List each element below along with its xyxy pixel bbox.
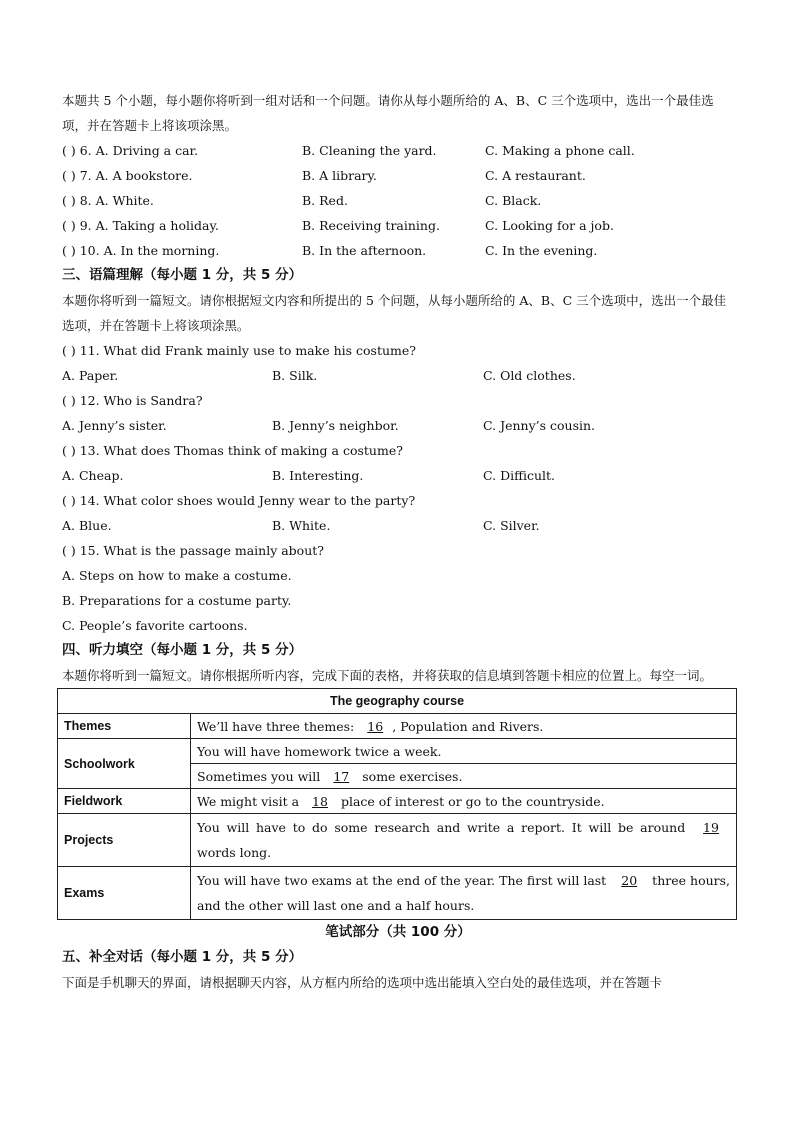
- q13-options: [62, 463, 734, 488]
- fieldwork-label: Fieldwork: [58, 789, 191, 814]
- question-7: [62, 163, 734, 188]
- question-6: [62, 138, 734, 163]
- section3-intro: 本题你将听到一篇短文。请你根据短文内容和所提出的 5 个问题，从每小题所给的 A、B、C 三个选项中，选出一个最佳选项，并在答题卡上将该项涂黑。: [62, 293, 727, 333]
- q9-option-c: C. Looking for a job.: [485, 218, 614, 233]
- fieldwork-content: We might visit a 18 place of interest or go to the countryside.: [191, 789, 737, 814]
- q7-option-c: C. A restaurant.: [485, 168, 586, 183]
- q11-option-c: C. Old clothes.: [483, 368, 576, 383]
- blank-17[interactable]: 17: [333, 768, 350, 784]
- section3-heading: 三、语篇理解（每小题 1 分，共 5 分）: [62, 267, 303, 283]
- themes-content: We’ll have three themes: 16 , Population and Rivers.: [191, 714, 737, 739]
- q12-options: [62, 413, 734, 438]
- q11-options: [62, 363, 734, 388]
- schoolwork-line-1: You will have homework twice a week.: [191, 739, 737, 764]
- question-15: ( ) 15. What is the passage mainly about?: [62, 543, 324, 558]
- q15-option-b: B. Preparations for a costume party.: [62, 593, 292, 608]
- section5-heading: 五、补全对话（每小题 1 分，共 5 分）: [62, 949, 303, 965]
- q7-option-b: B. A library.: [302, 168, 377, 183]
- blank-19[interactable]: 19: [703, 820, 719, 835]
- q12-option-c: C. Jenny’s cousin.: [483, 418, 596, 433]
- q8-option-c: C. Black.: [485, 193, 542, 208]
- section2-intro: 本题共 5 个小题，每小题你将听到一组对话和一个问题。请你从每小题所给的 A、B、C 三个选项中，选出一个最佳选项，并在答题卡上将该项涂黑。: [62, 93, 714, 133]
- question-12: ( ) 12. Who is Sandra?: [62, 393, 203, 408]
- geography-course-table: [57, 688, 737, 920]
- section5-intro: 下面是手机聊天的界面，请根据聊天内容，从方框内所给的选项中选出能填入空白处的最佳选项，并在答题卡: [62, 975, 663, 990]
- q8-option-a: ( ) 8. A. White.: [62, 193, 154, 208]
- question-13: ( ) 13. What does Thomas think of making a costume?: [62, 443, 403, 458]
- q9-option-b: B. Receiving training.: [302, 218, 440, 233]
- q14-option-a: A. Blue.: [62, 518, 112, 533]
- q7-option-a: ( ) 7. A. A bookstore.: [62, 168, 193, 183]
- q9-option-a: ( ) 9. A. Taking a holiday.: [62, 218, 219, 233]
- q15-option-a: A. Steps on how to make a costume.: [62, 568, 292, 583]
- schoolwork-line-2: Sometimes you will 17 some exercises.: [191, 764, 737, 789]
- written-part-title: 笔试部分（共 100 分）: [325, 924, 471, 940]
- q14-option-c: C. Silver.: [483, 518, 540, 533]
- q13-option-b: B. Interesting.: [272, 468, 364, 483]
- q12-option-b: B. Jenny’s neighbor.: [272, 418, 399, 433]
- question-8: [62, 188, 734, 213]
- blank-18[interactable]: 18: [312, 793, 328, 809]
- q6-option-b: B. Cleaning the yard.: [302, 143, 437, 158]
- q6-option-a: ( ) 6. A. Driving a car.: [62, 143, 199, 158]
- q10-option-c: C. In the evening.: [485, 243, 598, 258]
- question-10: [62, 238, 734, 263]
- blank-20[interactable]: 20: [621, 873, 638, 888]
- q6-option-c: C. Making a phone call.: [485, 143, 635, 158]
- exams-content: You will have two exams at the end of the year. The first will last 20 three hours, and the other will last one and a half hours.: [191, 867, 737, 920]
- q11-option-a: A. Paper.: [62, 368, 119, 383]
- exam-page: [62, 88, 734, 995]
- q10-option-a: ( ) 10. A. In the morning.: [62, 243, 220, 258]
- section4-intro: 本题你将听到一篇短文。请你根据所听内容，完成下面的表格，并将获取的信息填到答题卡相应的位置上。每空一词。: [62, 668, 713, 683]
- q14-options: [62, 513, 734, 538]
- question-11: ( ) 11. What did Frank mainly use to make his costume?: [62, 343, 416, 358]
- projects-content: You will have to do some research and write a report. It will be around 19 words long.: [191, 814, 737, 867]
- q10-option-b: B. In the afternoon.: [302, 243, 427, 258]
- q14-option-b: B. White.: [272, 518, 331, 533]
- question-9: [62, 213, 734, 238]
- section4-heading: 四、听力填空（每小题 1 分，共 5 分）: [62, 642, 303, 658]
- themes-label: Themes: [58, 714, 191, 739]
- schoolwork-label: Schoolwork: [58, 739, 191, 789]
- q8-option-b: B. Red.: [302, 193, 348, 208]
- q11-option-b: B. Silk.: [272, 368, 318, 383]
- blank-16[interactable]: 16: [367, 718, 384, 734]
- q13-option-a: A. Cheap.: [62, 468, 124, 483]
- q12-option-a: A. Jenny’s sister.: [62, 418, 167, 433]
- projects-label: Projects: [58, 814, 191, 867]
- q13-option-c: C. Difficult.: [483, 468, 556, 483]
- exams-label: Exams: [58, 867, 191, 920]
- question-14: ( ) 14. What color shoes would Jenny wear to the party?: [62, 493, 416, 508]
- q15-option-c: C. People’s favorite cartoons.: [62, 618, 248, 633]
- table-title: The geography course: [58, 689, 737, 714]
